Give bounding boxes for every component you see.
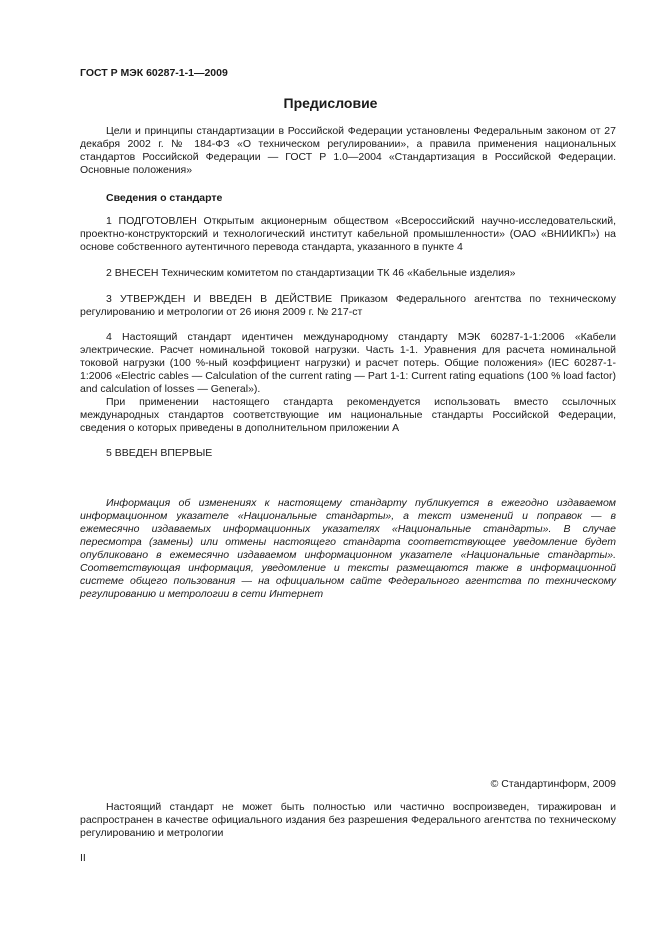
page-title: Предисловие [283,95,378,111]
item-3-paragraph: 3 УТВЕРЖДЕН И ВВЕДЕН В ДЕЙСТВИЕ Приказом Федерального агентства по техническому регулированию и метрологии от 26 июня 2009 г. № 217-ст [80,293,616,318]
page-number: II [80,852,86,864]
reproduction-notice: Настоящий стандарт не может быть полностью или частично воспроизведен, тиражирован и распространен в качестве официального издания без разрешения Федерального агентства по техническому регулированию и метрологии [80,801,616,839]
item-1-paragraph: 1 ПОДГОТОВЛЕН Открытым акционерным обществом «Всероссийский научно-исследовательский, проектно-конструкторский и технологический институт кабельной промышленности» (ОАО «ВНИИКП») на основе собственного аутентичного перевода стандарта, указанного в пункте 4 [80,215,616,253]
item-5-paragraph: 5 ВВЕДЕН ВПЕРВЫЕ [106,447,213,459]
item-4-note-paragraph: При применении настоящего стандарта рекомендуется использовать вместо ссылочных международных стандартов соответствующие им национальные стандарты Российской Федерации, сведения о которых приведены в дополнительном приложении А [80,396,616,434]
section-subtitle: Сведения о стандарте [106,192,223,204]
info-paragraph: Информация об изменениях к настоящему стандарту публикуется в ежегодно издаваемом информационном указателе «Национальные стандарты», а текст изменений и поправок — в ежемесячно издаваемых информационных указателях «Национальные стандарты». В случае пересмотра (замены) или отмены настоящего стандарта соответствующее уведомление будет опубликовано в ежемесячно издаваемом информационном указателе «Национальные стандарты». Соответствующая информация, уведомление и тексты размещаются также в информационной системе общего пользования — на официальном сайте Федерального агентства по техническому регулированию и метрологии в сети Интернет [80,497,616,600]
document-code: ГОСТ Р МЭК 60287-1-1—2009 [80,67,228,79]
item-4-paragraph: 4 Настоящий стандарт идентичен международному стандарту МЭК 60287-1-1:2006 «Кабели электрические. Расчет номинальной токовой нагрузки. Часть 1-1. Уравнения для расчета номинальной токовой нагрузки (100 %-ный коэффициент нагрузки) и расчет потерь. Общие положения» (IEC 60287-1-1:2006 «Electric cables — Calculation of the current rating — Part 1-1: Current rating equations (100 % load factor) and calculation of losses — General»). [80,331,616,395]
copyright-text: © Стандартинформ, 2009 [490,778,616,790]
intro-paragraph: Цели и принципы стандартизации в Российской Федерации установлены Федеральным законом от 27 декабря 2002 г. № 184-ФЗ «О техническом регулировании», а правила применения национальных стандартов Российской Федерации — ГОСТ Р 1.0—2004 «Стандартизация в Российской Федерации. Основные положения» [80,125,616,176]
item-2-paragraph: 2 ВНЕСЕН Техническим комитетом по стандартизации ТК 46 «Кабельные изделия» [106,267,516,279]
